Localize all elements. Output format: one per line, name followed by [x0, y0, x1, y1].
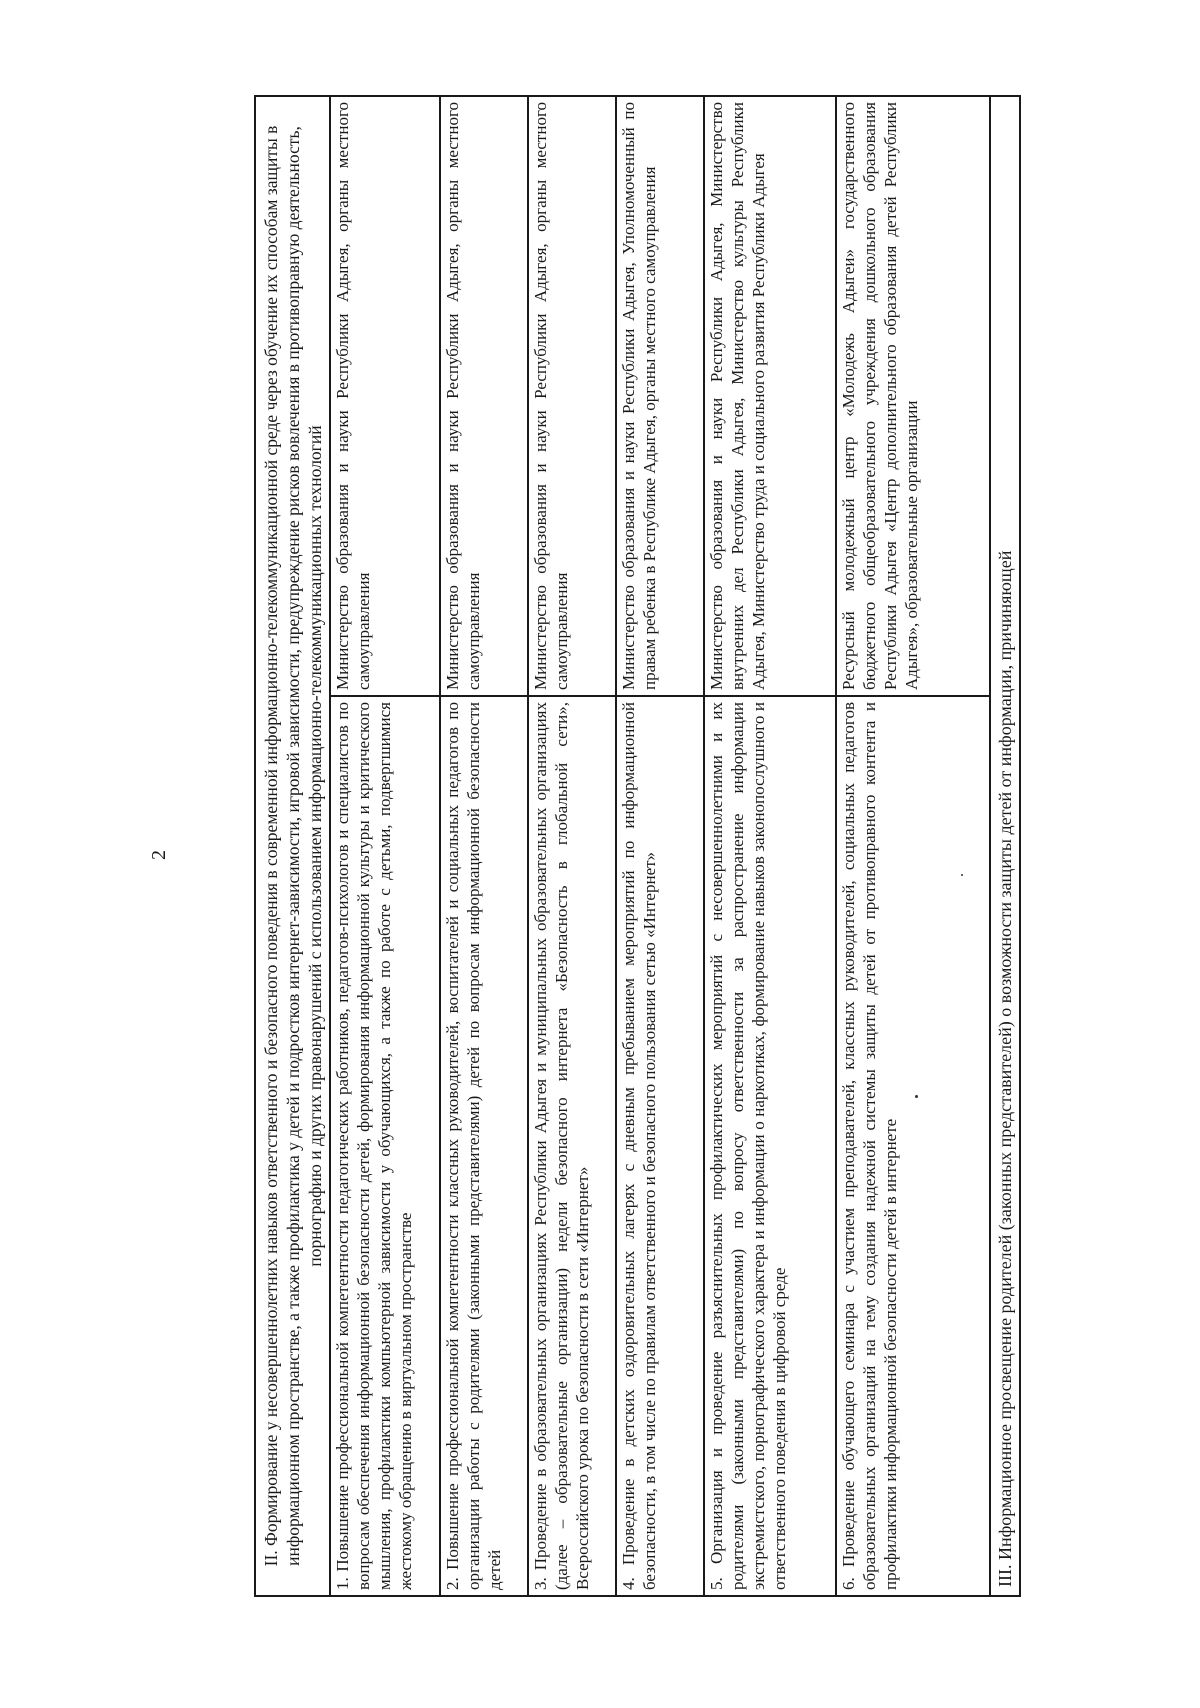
- executors-cell: Министерство образования и науки Республики Адыгея, органы местного самоуправления: [528, 96, 616, 696]
- scan-speck: [961, 874, 963, 876]
- scan-speck: [915, 1095, 918, 1098]
- measure-cell: 3. Проведение в образовательных организациях Республики Адыгея и муниципальных образовательных организациях (далее – образовательные организации) недели безопасного интернета «Безопасность в глобальной сети», Всероссийского урока по безопасности в сети «Интернет»: [528, 696, 616, 1596]
- executors-cell: Ресурсный молодежный центр «Молодежь Адыгеи» государственного бюджетного общеобразовательного учреждения дошкольного образования Республики Адыгея «Центр дополнительного образования детей Республики Адыгея», образовательные организации: [836, 96, 990, 696]
- section-3-header: III. Информационное просвещение родителей (законных представителей) о возможности защиты детей от информации, причиняющей: [990, 96, 1020, 1596]
- page-number: 2: [148, 850, 170, 860]
- section-2-row: [255, 96, 330, 1596]
- measure-cell: 2. Повышение профессиональной компетентности классных руководителей, воспитателей и социальных педагогов по организации работы с родителями (законными представителями) детей по вопросам информационной безопасности детей: [440, 696, 528, 1596]
- rotated-landscape-page: [132, 77, 1192, 1633]
- measure-cell: 5. Организация и проведение разъяснительных профилактических мероприятий с несовершеннолетними и их родителями (законными представителями) по вопросу ответственности за распространение информации экстремистского, порнографического характера и информации о наркотиках, формирование навыков законопослушного и ответственного поведения в цифровой среде: [704, 696, 836, 1596]
- executors-cell: Министерство образования и науки Республики Адыгея, органы местного самоуправления: [330, 96, 440, 696]
- measure-cell: 1. Повышение профессиональной компетентности педагогических работников, педагогов-психологов и специалистов по вопросам обеспечения информационной безопасности детей, формирования информационной культуры и критического мышления, профилактики компьютерной зависимости у обучающихся, а также по работе с детьми, подвергшимися жестокому обращению в виртуальном пространстве: [330, 696, 440, 1596]
- measure-cell: 4. Проведение в детских оздоровительных лагерях с дневным пребыванием мероприятий по информационной безопасности, в том числе по правилам ответственного и безопасного пользования сетью «Интернет»: [616, 696, 704, 1596]
- measures-table: [254, 95, 1021, 1597]
- table-row: [836, 96, 990, 1596]
- executors-cell: Министерство образования и науки Республики Адыгея, Уполномоченный по правам ребенка в Республике Адыгея, органы местного самоуправления: [616, 96, 704, 696]
- executors-cell: Министерство образования и науки Республики Адыгея, органы местного самоуправления: [440, 96, 528, 696]
- section-3-row: [990, 96, 1020, 1596]
- table-row: [616, 96, 704, 1596]
- table-row: [704, 96, 836, 1596]
- table-row: [528, 96, 616, 1596]
- table-row: [440, 96, 528, 1596]
- table-row: [330, 96, 440, 1596]
- section-2-header: II. Формирование у несовершеннолетних навыков ответственного и безопасного поведения в современной информационно-телекоммуникационной среде через обучение их способам защиты в информационном пространстве, а также профилактика у детей и подростков интернет-зависимости, игровой зависимости, предупреждение рисков вовлечения в противоправную деятельность, порнографию и других правонарушений с использованием информационно-телекоммуникационных технологий: [255, 96, 330, 1596]
- measure-cell: 6. Проведение обучающего семинара с участием преподавателей, классных руководителей, социальных педагогов образовательных организаций на тему создания надежной системы защиты детей от противоправного контента и профилактики информационной безопасности детей в интернете: [836, 696, 990, 1596]
- executors-cell: Министерство образования и науки Республики Адыгея, Министерство внутренних дел Республики Адыгея, Министерство культуры Республики Адыгея, Министерство труда и социального развития Республики Адыгея: [704, 96, 836, 696]
